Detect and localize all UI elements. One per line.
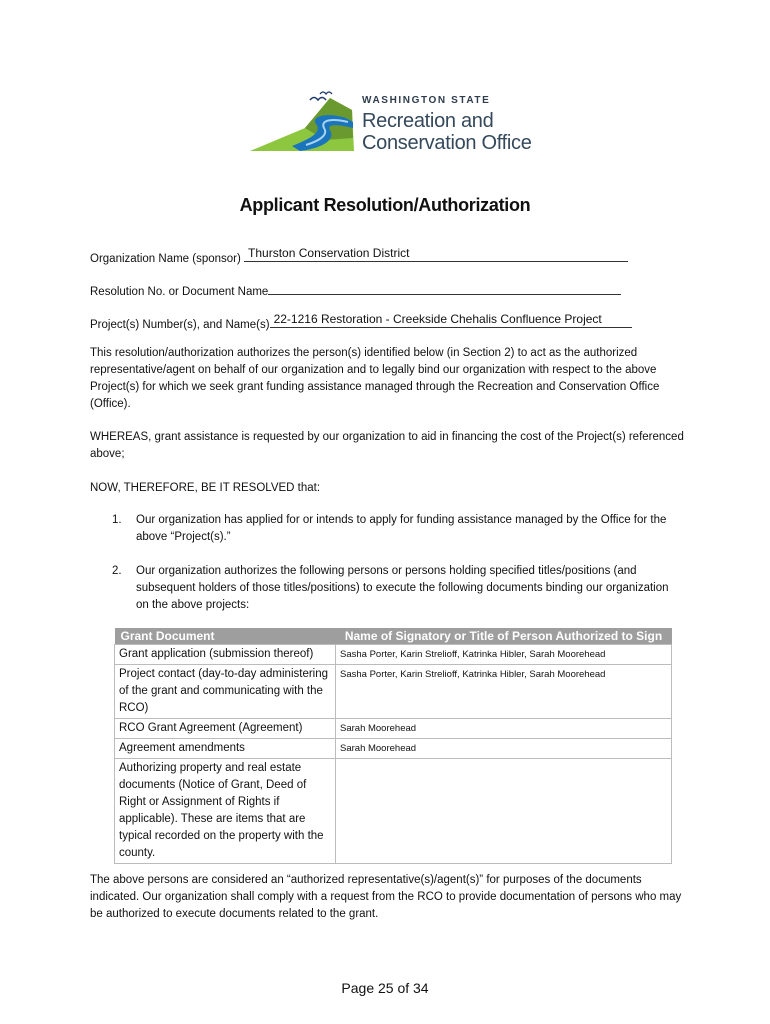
logo-line-1: WASHINGTON STATE [362, 95, 491, 106]
project-line [270, 312, 632, 328]
table-row [115, 739, 672, 759]
intro-paragraph: This resolution/authorization authorizes the person(s) identified below (in Section 2) to act as the authorized representative/agent on behalf of our organization and to legally bind our organization with respect to the above Project(s) for which we seek grant funding assistance managed through the Recreation and Conservation Office (Office). [90, 347, 660, 410]
header-signatory: Name of Signatory or Title of Person Authorized to Sign [336, 628, 672, 645]
signatory-cell[interactable]: Sarah Moorehead [336, 719, 672, 739]
grant-document-cell: Grant application (submission thereof) [115, 645, 336, 665]
resolution-line [268, 282, 621, 295]
logo-bird-2 [320, 92, 332, 94]
table-row [115, 759, 672, 864]
logo-line-3: Conservation Office [362, 132, 532, 154]
project-label: Project(s) Number(s), and Name(s) [90, 319, 270, 331]
list-item-text: Our organization has applied for or intends to apply for funding assistance managed by the Office for the above “Project(s).” [136, 514, 667, 543]
grant-document-cell: Authorizing property and real estate documents (Notice of Grant, Deed of Right or Assignment of Rights if applicable). These are items that are typical recorded on the property with the county. [115, 759, 336, 864]
logo-text-block [362, 95, 532, 154]
list-item-number: 1. [112, 514, 122, 526]
org-name-label: Organization Name (sponsor) [90, 253, 241, 265]
signatory-cell[interactable] [336, 759, 672, 864]
closing-paragraph: The above persons are considered an “authorized representative(s)/agent(s)” for purposes of the documents indicated. Our organization shall comply with a request from the RCO to provide documentation of persons who may be authorized to execute documents related to the grant. [90, 874, 682, 920]
grant-document-cell: RCO Grant Agreement (Agreement) [115, 719, 336, 739]
whereas-paragraph: WHEREAS, grant assistance is requested by our organization to aid in financing the cost of the Project(s) referenced above; [90, 431, 684, 460]
header-grant-document: Grant Document [115, 628, 336, 645]
org-name-line [244, 246, 628, 262]
resolution-field-row [90, 282, 621, 298]
grant-document-cell: Agreement amendments [115, 739, 336, 759]
logo-line-2: Recreation and [362, 110, 494, 132]
org-name-value[interactable]: Thurston Conservation District [248, 246, 410, 260]
project-field-row [90, 312, 632, 331]
project-value[interactable]: 22-1216 Restoration - Creekside Chehalis Confluence Project [273, 312, 602, 326]
table-row [115, 665, 672, 719]
list-item-text: Our organization authorizes the following persons or persons holding specified titles/positions (and subsequent holders of those titles/positions) to execute the following documents binding our organization on the above projects: [136, 565, 669, 611]
list-item-number: 2. [112, 565, 122, 577]
table-row [115, 645, 672, 665]
authorization-table [114, 628, 672, 864]
page-number: Page 25 of 34 [341, 980, 429, 996]
signatory-cell[interactable]: Sasha Porter, Karin Strelioff, Katrinka Hibler, Sarah Moorehead [336, 645, 672, 665]
page-title: Applicant Resolution/Authorization [239, 195, 531, 215]
grant-document-cell: Project contact (day-to-day administering of the grant and communicating with the RCO) [115, 665, 336, 719]
resolution-label: Resolution No. or Document Name [90, 286, 269, 298]
resolved-paragraph: NOW, THEREFORE, BE IT RESOLVED that: [90, 482, 321, 494]
signatory-cell[interactable]: Sarah Moorehead [336, 739, 672, 759]
table-header-row [115, 628, 672, 645]
signatory-cell[interactable]: Sasha Porter, Karin Strelioff, Katrinka Hibler, Sarah Moorehead [336, 665, 672, 719]
table-row [115, 719, 672, 739]
logo-bird-1 [310, 98, 326, 101]
org-name-field-row [90, 246, 628, 265]
